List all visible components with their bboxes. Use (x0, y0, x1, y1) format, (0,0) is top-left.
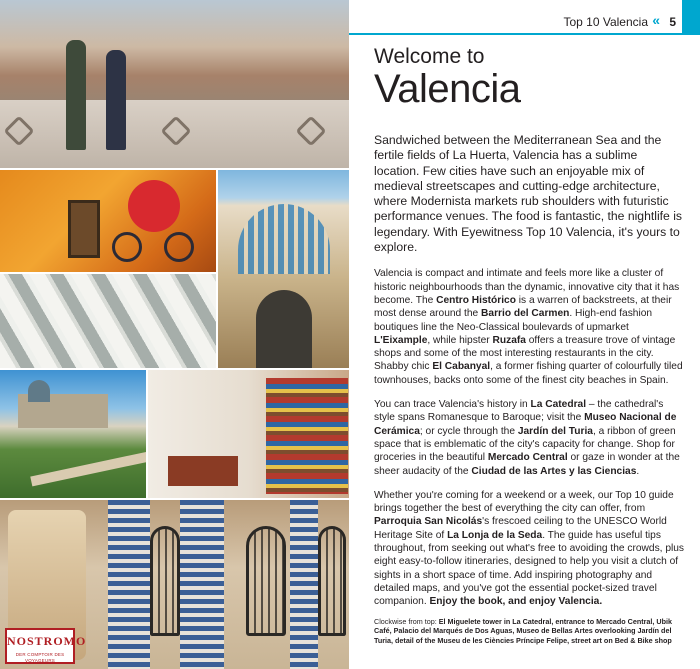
photo-caption: Clockwise from top: El Miguelete tower in La Catedral, entrance to Mercado Central, Ubik Café, Palacio del Marqués de Dos Aguas, Museo de Bellas Artes overlooking Jardín del Turia, detail of the Museu de les Ciències Príncipe Felipe, street art on Bed & Bike shop (374, 616, 672, 645)
photo-window-grille (150, 526, 180, 636)
photo-city-rooftop-view (0, 0, 349, 168)
page-tab-marker (682, 0, 700, 34)
page-header (349, 0, 700, 34)
body-paragraph: You can trace Valencia's history in La Catedral – the cathedral's style spans Romanesque to Baroque; visit the Museo Nacional de Cerámica; or cycle through the Jardín del Turia, a ribbon of green space that is emblematic of the city's capacity for change. Shop for groceries in the beautiful Mercado Central or gaze in wonder at the sheer audacity of the Ciudad de las Artes y las Ciencias. (374, 399, 680, 477)
bold-term: Jardín del Turia (517, 425, 593, 437)
photo-person (66, 40, 86, 150)
bold-term: La Lonja de la Seda (447, 529, 543, 541)
photo-market-arch (256, 290, 312, 368)
bold-term: L'Eixample (374, 334, 428, 346)
bold-term: La Catedral (530, 399, 587, 411)
bold-term: Museo Nacional de Cerámica (374, 412, 677, 437)
photo-mural-figure (128, 180, 180, 232)
photo-bookshelf (266, 378, 348, 494)
page-title: Valencia (374, 67, 521, 111)
header-rule (349, 33, 700, 35)
photo-person (106, 50, 126, 150)
photo-tiled-column (108, 500, 150, 669)
photo-museo-bellas-artes-garden (0, 370, 146, 498)
bold-term: Centro Histórico (436, 294, 516, 306)
photo-window-grille (246, 526, 286, 636)
chevron-left-icon: « (652, 12, 660, 28)
photo-ubik-cafe (148, 370, 349, 498)
body-paragraph: Whether you're coming for a weekend or a week, our Top 10 guide brings together the best of everything the city can offer, from Parroquia San Nicolás's frescoed ceiling to the UNESCO World Heritage Site of La Lonja de la Seda. The guide has useful tips throughout, from seeking out what's free to avoiding the crowds, plus eight easy-to-follow itineraries, designed to help you visit a clutch of sights in a short space of time. Add inspiring photography and detailed maps, and you've got the essential pocket-sized travel companion. Enjoy the book, and enjoy Valencia. (374, 489, 685, 608)
photo-mural-wheel (164, 232, 194, 262)
photo-market-facade (238, 204, 330, 274)
photo-museum-dome (28, 380, 50, 402)
nostromo-stamp-logo: NOSTROMO DER COMPTOIR DES VOYAGEURS (5, 628, 75, 664)
page-number: 5 (669, 15, 676, 29)
photo-tiled-column (290, 500, 318, 669)
photo-shop-door (68, 200, 100, 258)
photo-museu-ciencies-detail (0, 274, 216, 368)
photo-mural-wheel (112, 232, 142, 262)
photo-collage (0, 0, 349, 669)
body-paragraph: Valencia is compact and intimate and feels more like a cluster of historic neighbourhoods than the dynamic, innovative city that it has become. The Centro Histórico is a warren of backstreets, at their most dense around the Barrio del Carmen. High-end fashion boutiques line the Neo-Classical boulevards of upmarket L'Eixample, while hipster Ruzafa offers a treasure trove of vintage shops and some of the most interesting restaurants in the city. Shabby chic El Cabanyal, a former fishing quarter of colourfully tiled townhouses, backs onto some of the finest city beaches in Spain. (374, 268, 683, 386)
section-title: Top 10 Valencia (563, 15, 648, 29)
title-kicker: Welcome to (374, 45, 485, 68)
bold-term: Parroquia San Nicolás (374, 516, 483, 528)
photo-tiled-column (180, 500, 224, 669)
intro-paragraph: Sandwiched between the Mediterranean Sea and the fertile fields of La Huerta, Valencia has a sublime location. Few cities have such an enjoyable mix of medieval streetscapes and cutting-edge architecture, where Modernista markets rub shoulders with futuristic performance venues. The food is fantastic, the nightlife is legendary. With Eyewitness Top 10 Valencia, it's yours to explore. (374, 133, 683, 255)
photo-window-grille (318, 526, 346, 636)
bold-term: Mercado Central (487, 452, 568, 464)
bold-term: El Miguelete tower in La Catedral, entrance to Mercado Central, Ubik Café, Palacio del Marqués de Dos Aguas, Museo de Bellas Artes overlooking Jardín del Turia, detail of the Museu de les Ciències Príncipe Felipe, street art on Bed & Bike shop (374, 616, 672, 645)
bold-term: Enjoy the book, and enjoy Valencia. (429, 596, 603, 608)
photo-street-art-shop (0, 170, 216, 272)
bold-term: Ruzafa (492, 334, 526, 346)
article (374, 44, 684, 645)
bold-term: Ciudad de las Artes y las Ciencias (471, 465, 637, 477)
bold-term: El Cabanyal (432, 361, 491, 373)
photo-cafe-table (168, 456, 238, 486)
bold-term: Barrio del Carmen (481, 308, 570, 320)
photo-garden-path (30, 452, 146, 487)
photo-mercado-central-entrance (218, 170, 349, 368)
